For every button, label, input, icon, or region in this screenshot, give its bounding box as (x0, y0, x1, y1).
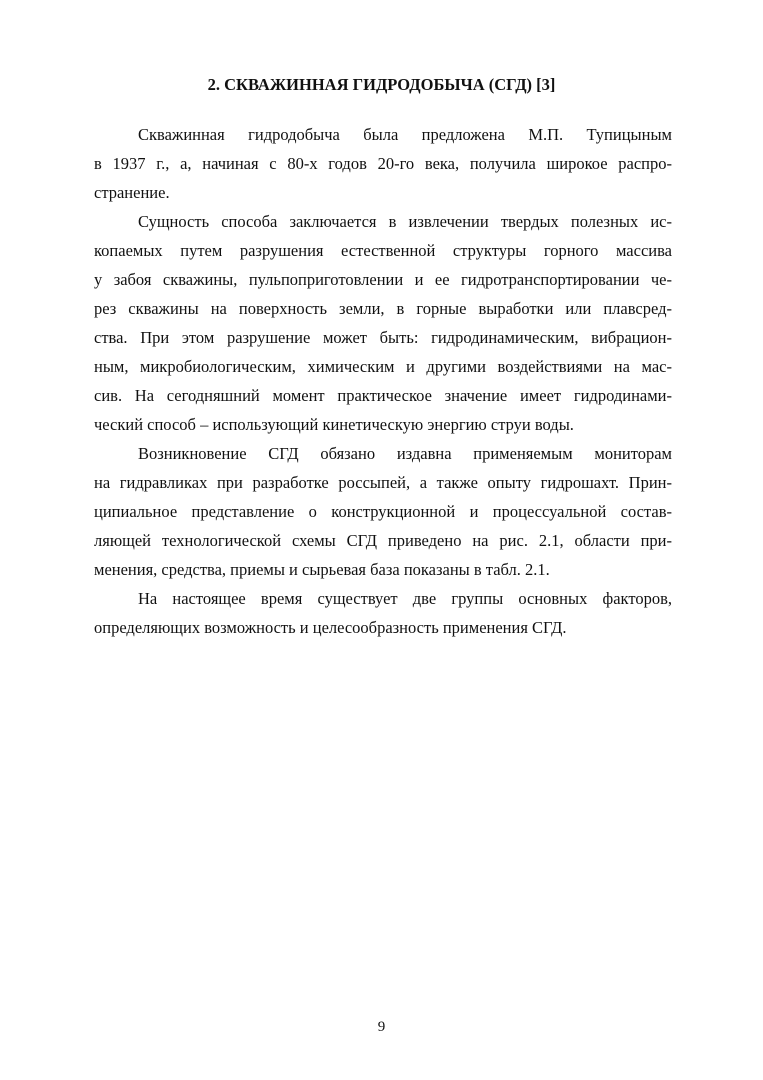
text-line: На настоящее время существует две группы основных факторов, (138, 589, 672, 608)
text-line: ципиальное представление о конструкционной и процессуальной состав- (94, 502, 672, 521)
text-line: ным, микробиологическим, химическим и другими воздействиями на мас- (94, 357, 672, 376)
text-line: ческий способ – использующий кинетическую энергию струи воды. (94, 415, 574, 434)
paragraph (94, 120, 672, 207)
body-text (94, 120, 672, 642)
text-line: Скважинная гидродобыча была предложена М.П. Тупицыным (138, 125, 672, 144)
paragraph (94, 584, 672, 642)
paragraph (94, 207, 672, 439)
text-line: Сущность способа заключается в извлечении твердых полезных ис- (138, 212, 672, 231)
text-line: менения, средства, приемы и сырьевая база показаны в табл. 2.1. (94, 560, 550, 579)
text-line: на гидравликах при разработке россыпей, а также опыту гидрошахт. Прин- (94, 473, 672, 492)
text-line: рез скважины на поверхность земли, в горные выработки или плавсред- (94, 299, 672, 318)
text-line: ляющей технологической схемы СГД приведено на рис. 2.1, области при- (94, 531, 672, 550)
text-line: копаемых путем разрушения естественной структуры горного массива (94, 241, 672, 260)
text-line: ства. При этом разрушение может быть: гидродинамическим, вибрацион- (94, 328, 672, 347)
paragraph (94, 439, 672, 584)
text-line: Возникновение СГД обязано издавна применяемым мониторам (138, 444, 672, 463)
text-line: у забоя скважины, пульпоприготовлении и ее гидротранспортировании че- (94, 270, 672, 289)
text-line: сив. На сегодняшний момент практическое значение имеет гидродинами- (94, 386, 672, 405)
text-line: странение. (94, 183, 170, 202)
section-title: 2. СКВАЖИННАЯ ГИДРОДОБЫЧА (СГД) [3] (207, 75, 556, 94)
text-line: определяющих возможность и целесообразность применения СГД. (94, 618, 567, 637)
text-line: в 1937 г., а, начиная с 80-х годов 20-го века, получила широкое распро- (94, 154, 672, 173)
page-number: 9 (377, 1019, 386, 1035)
